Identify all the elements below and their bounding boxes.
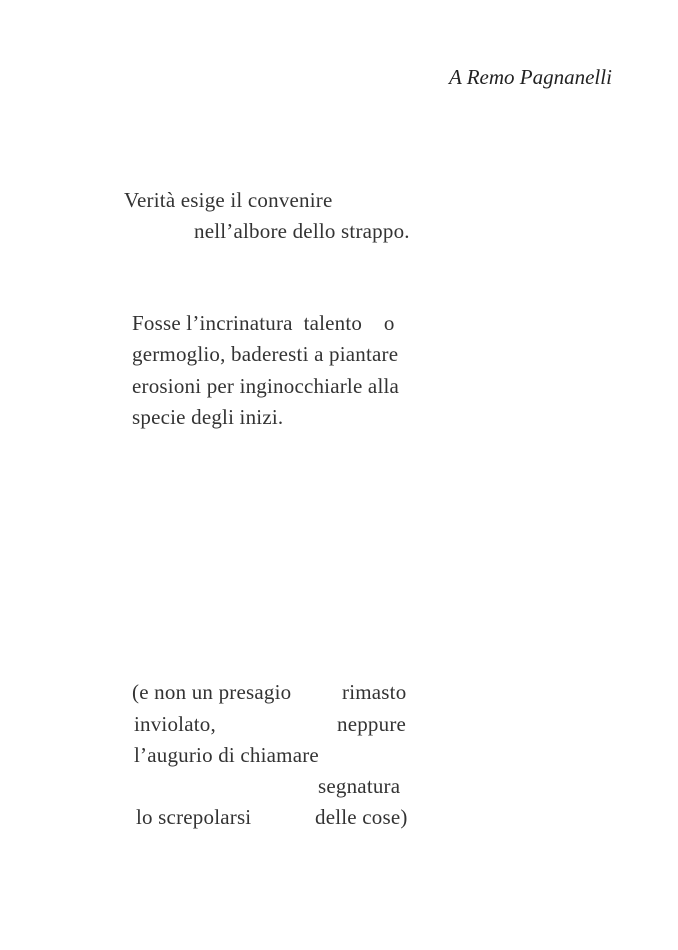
poem-line: Verità esige il convenire [124,188,333,212]
poem-line: nell’albore dello strappo. [194,219,410,243]
dedication: A Remo Pagnanelli [449,65,612,89]
poem-line: erosioni per inginocchiarle alla [132,374,400,398]
poem-fragment: lo screpolarsi [136,805,252,829]
poem-line: germoglio, baderesti a piantare [132,342,399,366]
poem-fragment: l’augurio di chiamare [134,743,319,767]
poem-line: specie degli inizi. [132,405,284,429]
poem-fragment: delle cose) [315,805,408,829]
poem-fragment: inviolato, [134,712,216,736]
poem-fragment: neppure [337,712,407,736]
poem-fragment: (e non un presagio [132,680,292,704]
poem-line: Fosse l’incrinatura talento o [132,311,395,335]
poem-fragment: segnatura [318,774,401,798]
poem-fragment: rimasto [342,680,407,704]
